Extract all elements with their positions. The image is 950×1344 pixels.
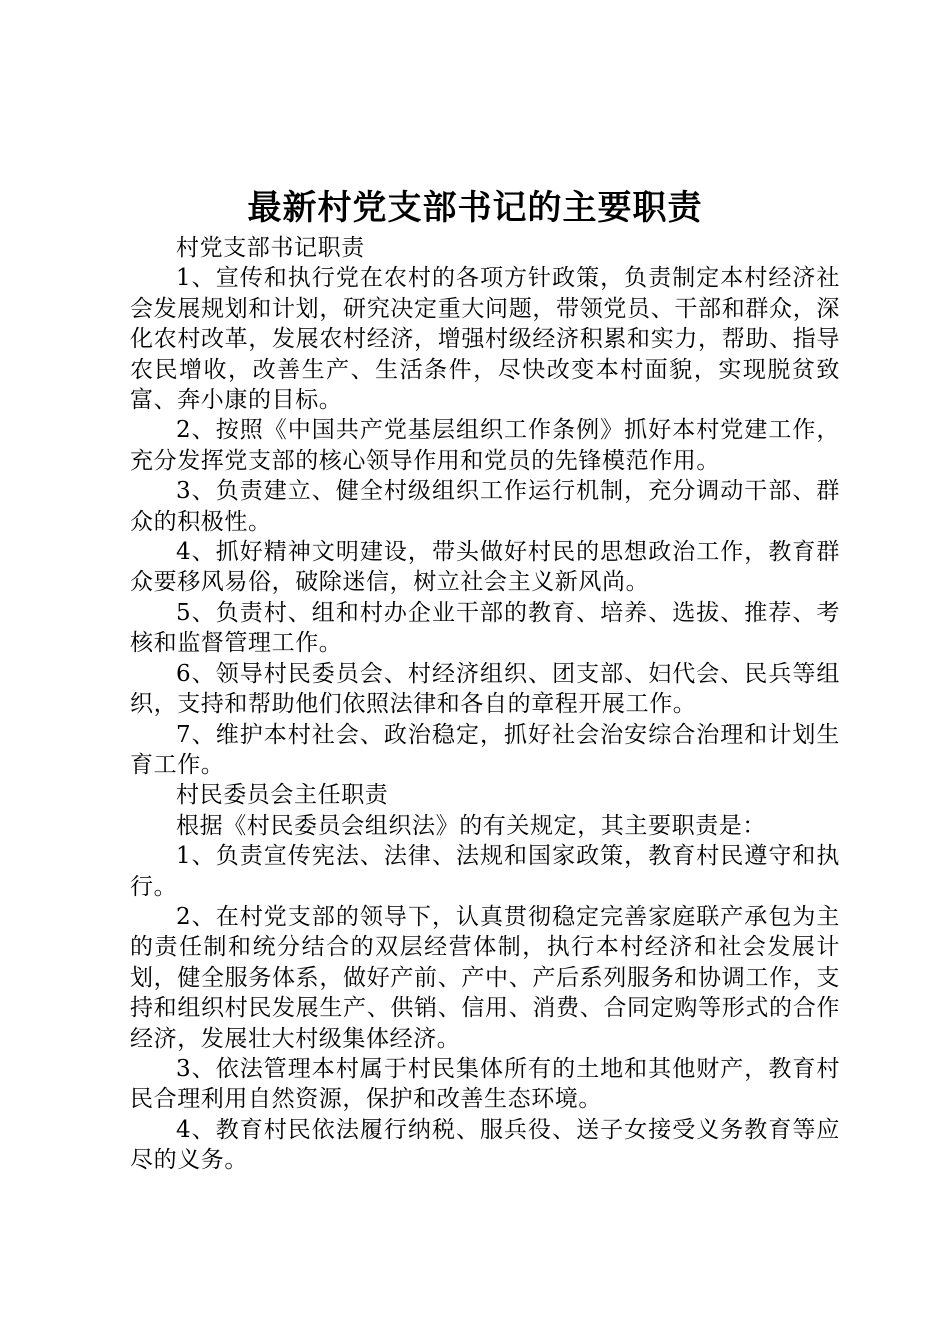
paragraph: 5、负责村、组和村办企业干部的教育、培养、选拔、推荐、考核和监督管理工作。	[130, 599, 840, 657]
paragraph: 2、在村党支部的领导下，认真贯彻稳定完善家庭联产承包为主的责任制和统分结合的双层经营体制，执行本村经济和社会发展计划，健全服务体系，做好产前、产中、产后系列服务和协调工作，支持和组织村民发展生产、供销、信用、消费、合同定购等形式的合作经济，发展壮大村级集体经济。	[130, 903, 840, 1052]
paragraph: 1、负责宣传宪法、法律、法规和国家政策，教育村民遵守和执行。	[130, 843, 840, 900]
paragraph: 3、依法管理本村属于村民集体所有的土地和其他财产，教育村民合理利用自然资源，保护和改善生态环境。	[130, 1055, 840, 1113]
section-heading: 村民委员会主任职责	[176, 782, 389, 809]
paragraph: 4、教育村民依法履行纳税、服兵役、送子女接受义务教育等应尽的义务。	[130, 1116, 840, 1174]
paragraph: 7、维护本村社会、政治稳定，抓好社会治安综合治理和计划生育工作。	[130, 721, 840, 778]
paragraph: 1、宣传和执行党在农村的各项方针政策，负责制定本村经济社会发展规划和计划，研究决定重大问题，带领党员、干部和群众，深化农村改革，发展农村经济，增强村级经济积累和实力，帮助、指导农民增收，改善生产、生活条件，尽快改变本村面貌，实现脱贫致富、奔小康的目标。	[130, 265, 840, 414]
paragraph: 3、负责建立、健全村级组织工作运行机制，充分调动干部、群众的积极性。	[130, 478, 840, 535]
section-heading: 村党支部书记职责	[176, 235, 365, 261]
document-body	[130, 233, 840, 1176]
page-title: 最新村党支部书记的主要职责	[247, 188, 703, 228]
paragraph: 2、按照《中国共产党基层组织工作条例》抓好本村党建工作，充分发挥党支部的核心领导作用和党员的先锋模范作用。	[130, 417, 840, 474]
paragraph: 6、领导村民委员会、村经济组织、团支部、妇代会、民兵等组织，支持和帮助他们依照法律和各自的章程开展工作。	[130, 660, 840, 718]
paragraph: 根据《村民委员会组织法》的有关规定，其主要职责是：	[176, 812, 766, 839]
paragraph: 4、抓好精神文明建设，带头做好村民的思想政治工作，教育群众要移风易俗，破除迷信，树立社会主义新风尚。	[130, 539, 840, 596]
